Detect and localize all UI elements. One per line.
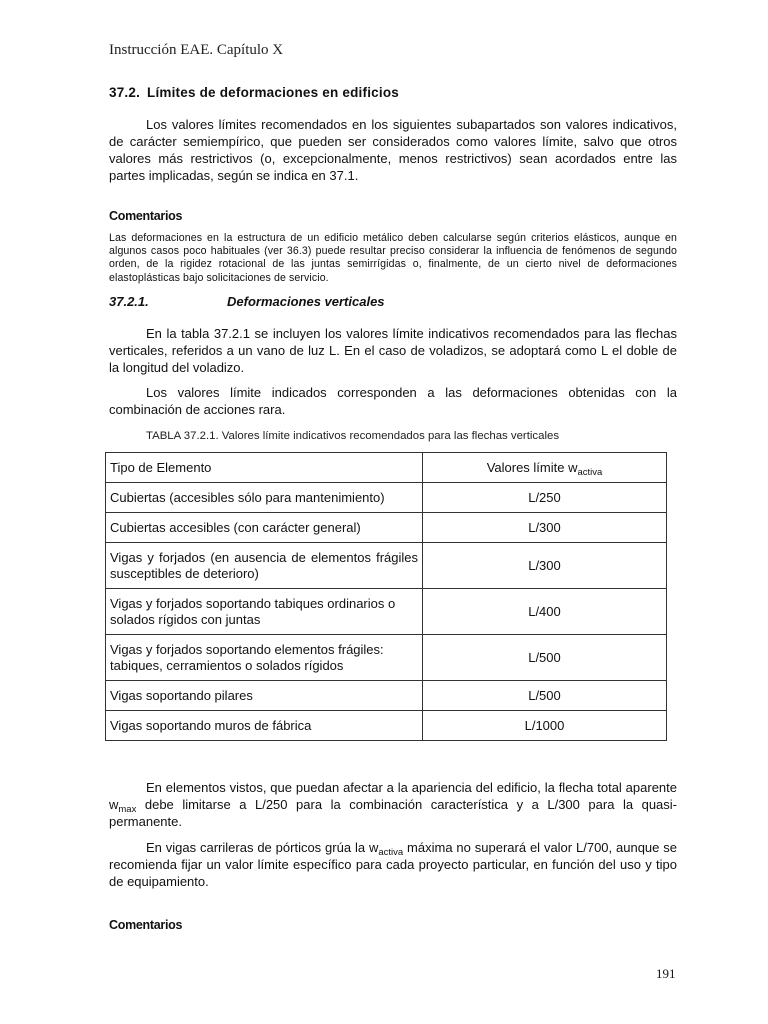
- table-row: [106, 635, 667, 681]
- row-element: Cubiertas (accesibles sólo para mantenimiento): [106, 483, 423, 513]
- paragraph-2: [109, 384, 677, 418]
- intro-paragraph: [109, 116, 677, 184]
- subsection-title: Deformaciones verticales: [227, 294, 385, 309]
- paragraph-3: [109, 779, 677, 830]
- row-element: Vigas soportando pilares: [106, 681, 423, 711]
- table-row: [106, 513, 667, 543]
- row-element: Vigas y forjados (en ausencia de elementos frágiles susceptibles de deterioro): [106, 543, 423, 589]
- row-value: L/500: [423, 681, 667, 711]
- paragraph-4-post: máxima no superará el valor L/700, aunque se recomienda fijar un valor límite específico para cada proyecto particular, en función del uso y tipo de equipamiento.: [109, 840, 677, 889]
- limits-table: [105, 452, 667, 741]
- row-element: Vigas soportando muros de fábrica: [106, 711, 423, 741]
- paragraph-4-pre: En vigas carrileras de pórticos grúa la w: [146, 840, 379, 855]
- running-header: Instrucción EAE. Capítulo X: [109, 42, 284, 58]
- header-values-sub: activa: [577, 466, 603, 478]
- row-value: L/300: [423, 513, 667, 543]
- table-row: [106, 483, 667, 513]
- page-number: 191: [656, 966, 676, 981]
- paragraph-3-post: debe limitarse a L/250 para la combinación característica y a L/300 para la quasi-permanente.: [109, 797, 677, 829]
- comments-heading-2: Comentarios: [109, 918, 183, 932]
- paragraph-3-sub: max: [118, 804, 137, 815]
- row-element: Vigas y forjados soportando tabiques ordinarios o solados rígidos con juntas: [106, 589, 423, 635]
- table-row: [106, 681, 667, 711]
- paragraph-1-text: En la tabla 37.2.1 se incluyen los valores límite indicativos recomendados para las flechas verticales, referidos a un vano de luz L. En el caso de voladizos, se adoptará como L el doble de la longitud del voladizo.: [109, 326, 677, 375]
- table-row: [106, 711, 667, 741]
- subsection-heading: [109, 294, 385, 309]
- row-element: Cubiertas accesibles (con carácter general): [106, 513, 423, 543]
- section-number: 37.2.: [109, 85, 141, 100]
- table-caption: TABLA 37.2.1. Valores límite indicativos recomendados para las flechas verticales: [146, 430, 560, 442]
- comments-text-1: Las deformaciones en la estructura de un edificio metálico deben calcularse según criterios elásticos, aunque en algunos casos poco habituales (ver 36.3) puede resultar preciso considerar la influencia de fenómenos de segundo orden, de la rigidez rotacional de las juntas semirrígidas o, finalmente, de un cierto nivel de deformaciones elastoplásticas bajo solicitaciones de servicio.: [109, 232, 677, 284]
- paragraph-3-pre: En elementos vistos, que puedan afectar a la apariencia del edificio, la flecha total aparente w: [109, 780, 677, 812]
- row-value: L/1000: [423, 711, 667, 741]
- paragraph-2-text: Los valores límite indicados corresponden a las deformaciones obtenidas con la combinación de acciones rara.: [109, 385, 677, 417]
- table-row: [106, 589, 667, 635]
- paragraph-4: [109, 839, 677, 890]
- table-row: [106, 543, 667, 589]
- section-heading: [109, 85, 399, 100]
- paragraph-1: [109, 325, 677, 376]
- section-title: Límites de deformaciones en edificios: [147, 85, 399, 100]
- row-element: Vigas y forjados soportando elementos frágiles: tabiques, cerramientos o solados rígidos: [106, 635, 423, 681]
- header-element: Tipo de Elemento: [106, 453, 423, 483]
- row-value: L/400: [423, 589, 667, 635]
- row-value: L/300: [423, 543, 667, 589]
- intro-text: Los valores límites recomendados en los siguientes subapartados son valores indicativos, de carácter semiempírico, que pueden ser considerados como valores límite, salvo que otros valores más restrictivos (o, excepcionalmente, menos restrictivos) sean acordados entre las partes implicadas, según se indica en 37.1.: [109, 117, 677, 183]
- comments-heading-1: Comentarios: [109, 209, 183, 223]
- row-value: L/500: [423, 635, 667, 681]
- paragraph-4-sub: activa: [378, 847, 404, 858]
- subsection-number: 37.2.1.: [109, 294, 149, 309]
- header-values-label: Valores límite w: [486, 459, 578, 475]
- table-header-row: [106, 453, 667, 483]
- row-value: L/250: [423, 483, 667, 513]
- header-values: [423, 453, 667, 483]
